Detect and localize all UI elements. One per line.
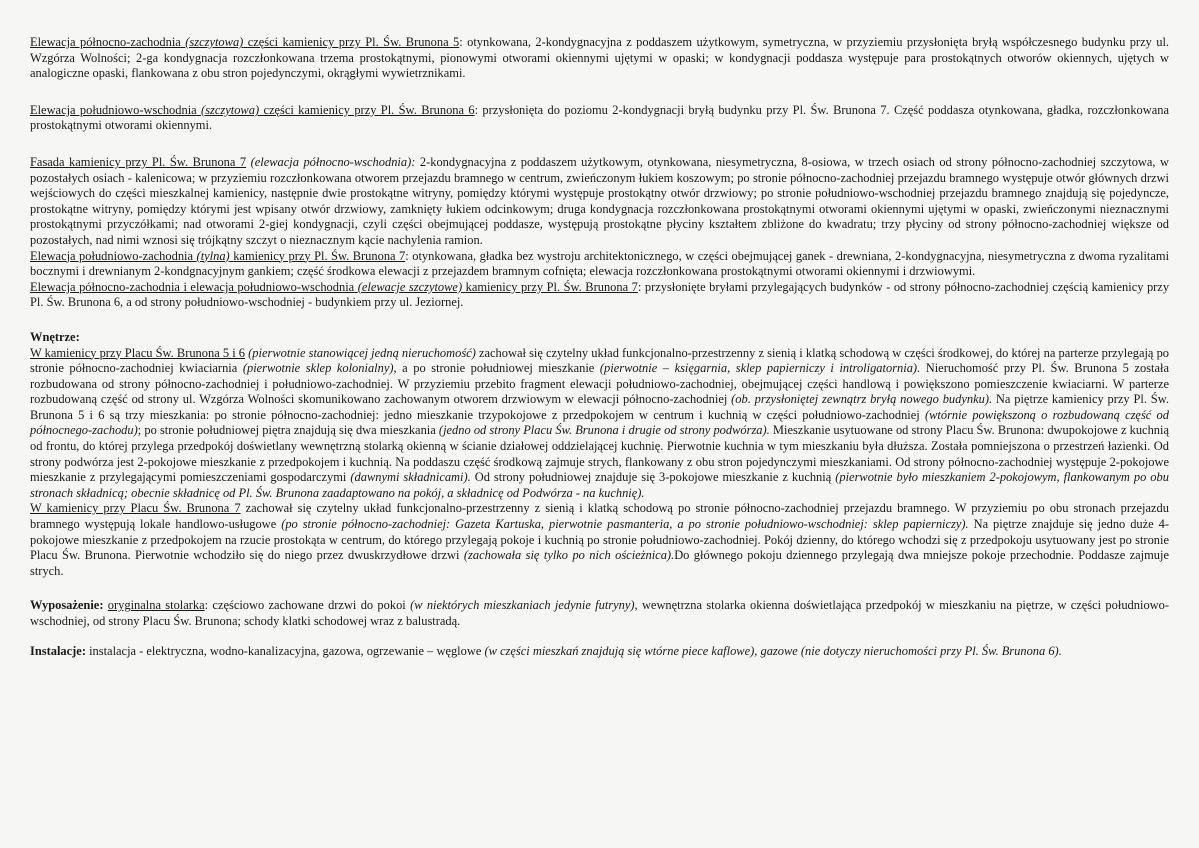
paragraph-body: : przysłonięta do poziomu 2-kondygnacji bryłą budynku przy Pl. Św. Brunona 7. Część poddasza otynkowana, gładka, rozczłonkowana prostokątnymi otworami okiennymi. [30, 102, 1169, 133]
paragraph-interior-5-6: W kamienicy przy Placu Św. Brunona 5 i 6 (pierwotnie stanowiącej jedną nieruchomość) zachował się czytelny układ funkcjonalno-przestrzenny z sienią i klatką schodową w części środkowej, do której na parterze przylegają po stronie północno-zachodniej kwiaciarnia (pierwotnie sklep kolonialny), a po stronie południowej mieszkanie (pierwotnie – księgarnia, sklep papierniczy i introligatornia). Nieruchomość przy Pl. Św. Brunona 5 została rozbudowana od strony północno-zachodniej i południowo-zachodniej. W przyziemiu przebito fragment elewacji południowo-zachodniej, obejmującej części handlową i powiększono pomieszczenie kwiaciarni. W parterze rozbudowaną część od strony ul. Wzgórza Wolności skomunikowano zachowanym otworem drzwiowym w elewacji północno-zachodniej (ob. przysłoniętej zewnątrz bryłą nowego budynku). Na piętrze kamienicy przy Pl. Św. Brunona 5 i 6 są trzy mieszkania: po stronie północno-zachodniej: jedno mieszkanie trzypokojowe z przedpokojem w centrum i kuchnią w części południowo-zachodniej (wtórnie powiększoną o rozbudowaną część od północnego-zachodu); po stronie południowej piętra znajdują się dwa mieszkania (jedno od strony Placu Św. Brunona i drugie od strony podwórza). Mieszkanie usytuowane od strony Placu Św. Brunona: dwupokojowe z kuchnią od frontu, do której przylega przedpokój doświetlany wewnętrzną stolarką okienną w ścianie działowej oddzielającej kuchnię. Pierwotnie kuchnia w tym mieszkaniu była dłuższa. Została pomniejszona o przestrzeń łazienki. Od strony podwórza jest 2-pokojowe mieszkanie z przedpokojem i kuchnią. Na poddaszu część środkową zajmuje strych, flankowany z obu stron pojedynczymi mieszkaniami. Od strony północno-zachodniej występuje 2-pokojowe mieszkanie z przylegającymi pomieszczeniami gospodarczymi (dawnymi składnicami). Od strony południowej znajduje się 3-pokojowe mieszkanie z kuchnią (pierwotnie było mieszkaniem 2-pokojowym, flankowanym po obu stronach składnicą; obecnie składnicę od Pl. Św. Brunona zaadaptowano na pokój, a składnicę od Podwórza - na kuchnię). [30, 345, 1170, 500]
section-heading-interior: Wnętrze: [30, 329, 80, 344]
paragraph-body: 2-kondygnacyjna z poddaszem użytkowym, otynkowana, niesymetryczna, 8-osiowa, w trzech osiach od strony północno-zachodniej szczytowa, w pozostałych osiach - kalenicowa; w przyziemiu rozczłonkowana otworem przejazdu bramnego w centrum, zwieńczonym łukiem koszowym; po stronie północno-zachodniej przejazdu bramnego występuje otwór głównych drzwi wejściowych do części mieszkalnej kamienicy, następnie dwie prostokątne witryny, pomiędzy którymi występuje prostokątny otwór drzwiowy; po stronie południowo-wschodniej przejazdu bramnego znajdują się pojedyncze, prostokątne witryny, pomiędzy którymi jest wpisany otwór drzwiowy, zamknięty łukiem odcinkowym; druga kondygnacja rozczłonkowana prostokątnymi otworami okiennymi ujętymi w opaski, zwieńczonymi nieznacznymi prostokątnymi przyczółkami; nad otworami 2-giej kondygnacji, czyli części obejmującej poddasze, występują prostokątne płyciny kształtem zbliżone do kwadratu; trzy płyciny od strony północno-zachodniej większe od pozostałych, nad nimi wznosi się trójkątny szczyt o nieznacznym kącie nachylenia ramion. [30, 154, 1169, 247]
paragraph-interior-7: W kamienicy przy Placu Św. Brunona 7 zachował się czytelny układ funkcjonalno-przestrzenny z sienią i klatką schodową po stronie północno-zachodniej przejazdu bramnego. W przyziemiu po obu stronach przejazdu bramnego występują lokale handlowo-usługowe (po stronie północno-zachodniej: Gazeta Kartuska, pierwotnie pasmanteria, a po stronie południowo-wschodniej: sklep papierniczy). Na piętrze znajduje się jedno duże 4-pokojowe mieszkanie z przedpokojem na rzucie prostokąta w centrum, do którego przylegają pokoje i kuchnią po stronie południowo-zachodniej. Pokój dzienny, do którego wchodzi się z przedpokoju usytuowany jest po stronie Placu Św. Brunona. Pierwotnie wchodziło się do niego przez dwuskrzydłowe drzwi (zachowała się tylko po nich ościeżnica).Do głównego pokoju dziennego przylegają dwa mniejsze pokoje przechodnie. Poddasze zajmuje strych. [30, 501, 1169, 578]
section-label-installations: Instalacje: [30, 643, 86, 658]
heading-underlined: Elewacja południowo-wschodnia (szczytowa) części kamienicy przy Pl. Św. Brunona 6 [30, 102, 475, 117]
paragraph-elevation-sw-7 [30, 249, 1169, 280]
paragraph-equipment: Wyposażenie: oryginalna stolarka: częściowo zachowane drzwi do pokoi (w niektórych mieszkaniach jedynie futryny), wewnętrzna stolarka okienna doświetlająca przedpokój w mieszkaniu na piętrze, w części południowo-wschodniej, od strony Placu Św. Brunona; schody klatki schodowej wraz z balustradą. [30, 598, 1170, 628]
paragraph-elevation-se-6 [30, 103, 1169, 134]
heading-italic: (elewacja północno-wschodnia): [250, 154, 416, 169]
paragraph-elevation-gables-7 [30, 280, 1169, 311]
heading-underlined: W kamienicy przy Placu Św. Brunona 5 i 6 [30, 345, 246, 360]
heading-underlined: Elewacja północno-zachodnia (szczytowa) części kamienicy przy Pl. Św. Brunona 5 [30, 35, 460, 49]
paragraph-body: : otynkowana, 2-kondygnacyjna z poddaszem użytkowym, symetryczna, w przyziemiu przysłonięta bryłą współczesnego budynku przy ul. Wzgórza Wolności; 2-ga kondygnacja rozczłonkowana trzema prostokątnymi, pionowymi otworami okiennymi ujętymi w opaski; w kondygnacji poddasza występuje para prostokątnych otworów okiennych, ujętych w analogiczne opaski, flankowana z obu stron pojedynczymi, okrągłymi wywietrznikami. [30, 35, 1170, 81]
paragraph-elevation-nw-5 [30, 35, 1169, 82]
paragraph-installations: Instalacje: instalacja - elektryczna, wodno-kanalizacyjna, gazowa, ogrzewanie – węglowe (w części mieszkań znajdują się wtórne piece kaflowe), gazowe (nie dotyczy nieruchomości przy Pl. Św. Brunona 6). [30, 643, 1062, 658]
paragraph-body: : przysłonięte bryłami przylegających budynków - od strony północno-zachodniej częścią kamienicy przy Pl. Św. Brunona 6, a od strony południowo-wschodniej - budynkiem przy ul. Jeziornej. [30, 279, 1170, 310]
heading-underlined: Elewacja północno-zachodnia i elewacja południowo-wschodnia (elewacje szczytowe) kamienicy przy Pl. Św. Brunona 7 [30, 279, 638, 294]
paragraph-facade-7 [30, 155, 1169, 249]
heading-underlined: Elewacja południowo-zachodnia (tylna) kamienicy przy Pl. Św. Brunona 7 [30, 248, 406, 263]
paragraph-body: : otynkowana, gładka bez wystroju architektonicznego, w części obejmującej ganek - drewniana, 2-kondygnacyjna, niesymetryczna z dwoma ryzalitami bocznymi i drewnianym 2-kondgnacyjnym gankiem; część środkowa elewacji z przejazdem bramnym cofnięta; elewacja rozczłonkowana prostokątnymi otworami okiennymi i drzwiowymi. [30, 248, 1170, 279]
heading-underlined: W kamienicy przy Placu Św. Brunona 7 [30, 501, 241, 516]
heading-underlined: Fasada kamienicy przy Pl. Św. Brunona 7 [30, 154, 247, 169]
section-label-equipment: Wyposażenie: [30, 598, 104, 613]
